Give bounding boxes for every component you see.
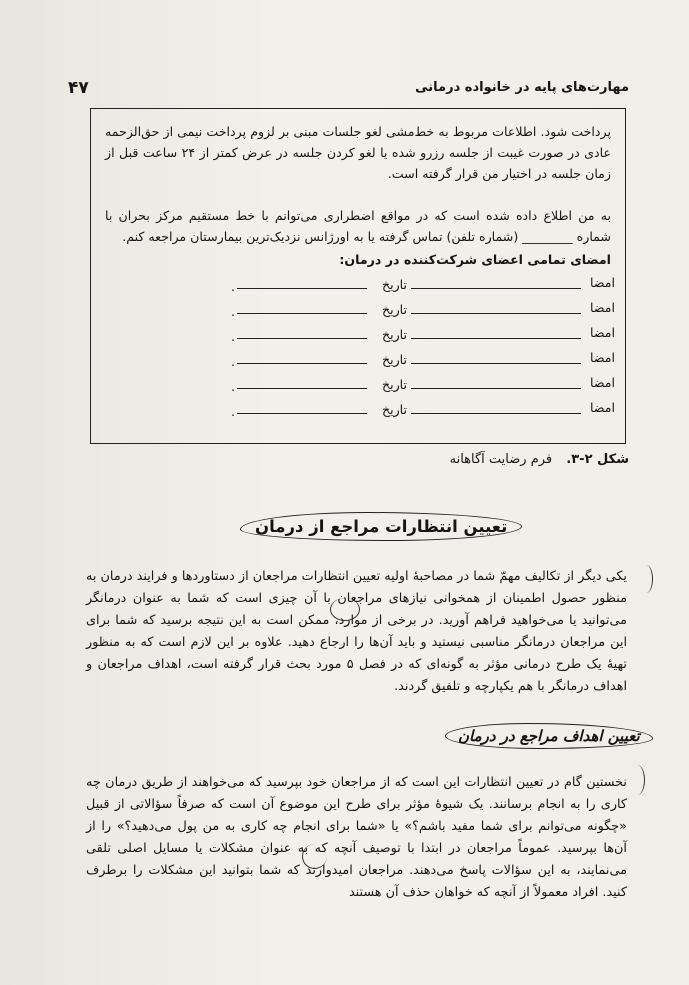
page-number: ۴۷ [68, 78, 89, 98]
signature-line [411, 338, 581, 339]
row-end-dot: . [230, 329, 235, 344]
running-head [40, 78, 629, 104]
row-end-dot: . [230, 304, 235, 319]
pen-mark [630, 765, 645, 795]
date-line [237, 363, 367, 364]
date-line [237, 413, 367, 414]
date-label: تاریخ [381, 352, 407, 367]
date-label: تاریخ [381, 327, 407, 342]
figure-number: شکل ۲-۳. [566, 452, 629, 467]
sign-label: امضا [589, 400, 615, 415]
row-end-dot: . [230, 279, 235, 294]
date-line [237, 388, 367, 389]
row-end-dot: . [230, 404, 235, 419]
figure-title: فرم رضایت آگاهانه [449, 452, 553, 467]
sign-label: امضا [589, 350, 615, 365]
date-line [237, 288, 367, 289]
book-title: مهارت‌های پایه در خانواده درمانی [415, 80, 629, 95]
signature-row [211, 400, 615, 422]
signature-line [411, 363, 581, 364]
pen-mark [330, 598, 360, 621]
consent-form-box [90, 108, 626, 444]
signature-line [411, 313, 581, 314]
date-line [237, 313, 367, 314]
date-line [237, 338, 367, 339]
signature-row [211, 325, 615, 347]
row-end-dot: . [230, 354, 235, 369]
pen-mark [302, 844, 327, 869]
date-label: تاریخ [381, 377, 407, 392]
signature-row [211, 300, 615, 322]
row-end-dot: . [230, 379, 235, 394]
section-heading-goals: تعیین اهداف مراجع در درمان [445, 723, 653, 749]
signature-line [411, 288, 581, 289]
form-signers-heading: امضای تمامی اعضای شرکت‌کننده در درمان: [339, 252, 611, 267]
sign-label: امضا [589, 325, 615, 340]
date-label: تاریخ [381, 402, 407, 417]
section-heading-expectations: تعیین انتظارات مراجع از درمان [240, 512, 522, 541]
signature-line [411, 388, 581, 389]
signature-row [211, 350, 615, 372]
signature-row [211, 275, 615, 297]
section-body-expectations: یکی دیگر از تکالیف مهمّ شما در مصاحبهٔ اولیه تعیین انتظارات مراجعان از دستاوردها و فرایند درمان به منظور حصول اطمینان از همخوانی نیازهای مراجعان با آن چیزی است که شما به عنوان درمانگر می‌توانید یا می‌خواهید فراهم آورید. در برخی از موارد، ممکن است به این نتیجه برسید که شما برای این مراجعان درمانگر مناسبی نیستید و باید آن‌ها را ارجاع دهید. علاوه بر این لازم است که به منظور تهیهٔ یک طرح درمانی مؤثر به گونه‌ای که در فصل ۵ مورد بحث قرار گرفته است، اهداف مراجعان و اهداف درمانگر با هم یکپارچه و تلفیق گردند. [86, 569, 627, 694]
figure-caption [450, 452, 629, 467]
sign-label: امضا [589, 375, 615, 390]
sign-label: امضا [589, 300, 615, 315]
form-paragraph-cancellation: پرداخت شود. اطلاعات مربوط به خط‌مشی لغو جلسات مبنی بر لزوم پرداخت نیمی از حق‌الزحمه عادی در صورت غیبت از جلسه رزرو شده یا لغو کردن جلسه در عرض کمتر از ۲۴ ساعت قبل از زمان جلسه در اختیار من قرار گرفته است. [105, 124, 611, 181]
section-body-goals: نخستین گام در تعیین انتظارات این است که از مراجعان خود بپرسید که می‌خواهند از طریق درمان چه کاری را به انجام برسانند. یک شیوهٔ مؤثر برای طرح این موضوع آن است که صرفاً سؤالاتی از قبیل «چگونه می‌توانم برای شما مفید باشم؟» یا «شما برای انجام چه کاری به من پول می‌دهید؟» را از آن‌ها بپرسید. عموماً مراجعان در ابتدا با توصیف آنچه که به عنوان مشکلات یا مسایل اصلی تلقی می‌نمایند، به این سؤالات پاسخ می‌دهند. مراجعان امیدوارند که شما بتوانید این مشکلات را برطرف کنید. افراد معمولاً از آنچه که خواهان حذف آن هستند [86, 775, 627, 900]
date-label: تاریخ [381, 302, 407, 317]
pen-mark [640, 565, 653, 593]
sign-label: امضا [589, 275, 615, 290]
signature-line [411, 413, 581, 414]
signature-row [211, 375, 615, 397]
date-label: تاریخ [381, 277, 407, 292]
form-paragraph-emergency: به من اطلاع داده شده است که در مواقع اضطراری می‌توانم با خط مستقیم مرکز بحران با شماره ________ (شماره تلفن) تماس گرفته یا به اورژانس نزدیک‌ترین بیمارستان مراجعه کنم. [105, 208, 611, 244]
